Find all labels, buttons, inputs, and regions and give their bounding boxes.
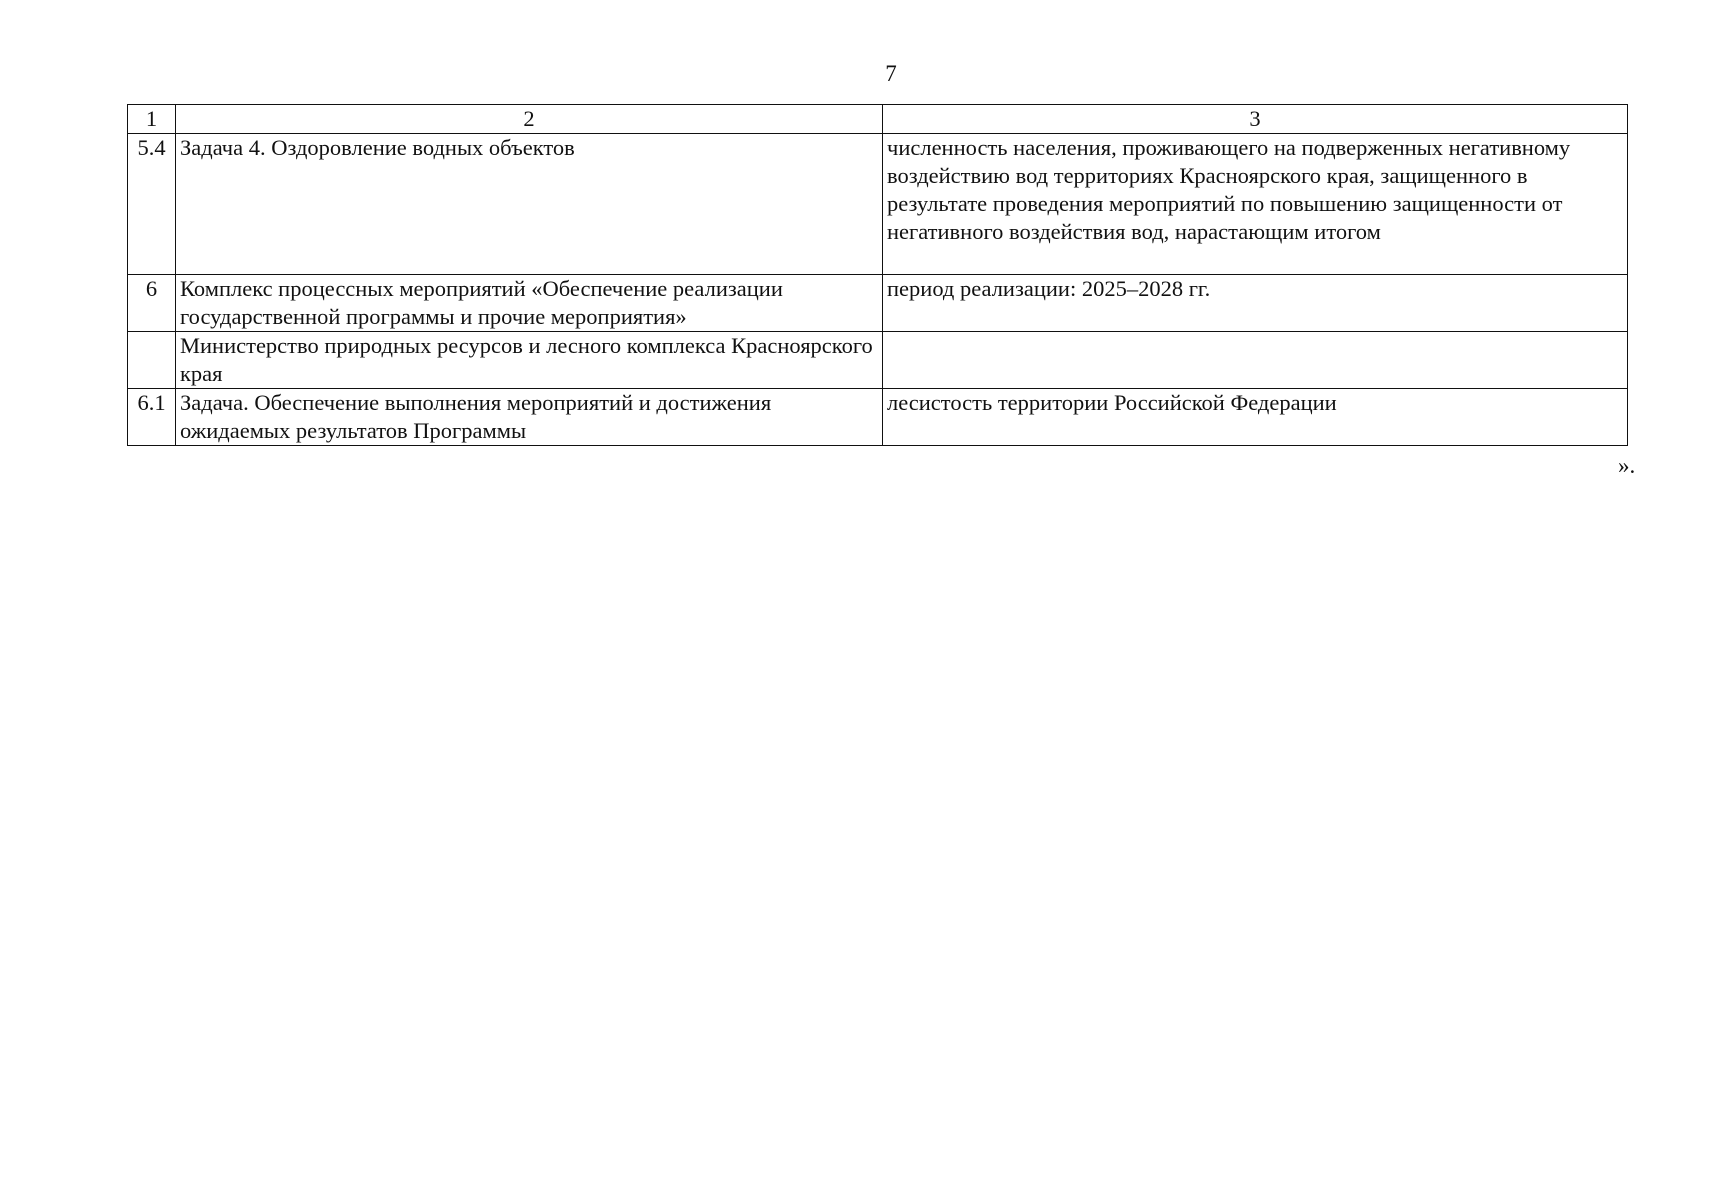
column-header-2: 2 bbox=[176, 105, 883, 134]
row-task: Комплекс процессных мероприятий «Обеспечение реализации государственной программы и прочие мероприятия» bbox=[176, 275, 883, 332]
row-number: 5.4 bbox=[128, 134, 176, 275]
column-header-1: 1 bbox=[128, 105, 176, 134]
table-row bbox=[128, 389, 1628, 446]
table-row bbox=[128, 134, 1628, 275]
indicators-table bbox=[127, 104, 1628, 446]
row-task: Задача 4. Оздоровление водных объектов bbox=[176, 134, 883, 275]
page-number: 7 bbox=[885, 61, 897, 86]
row-indicator: лесистость территории Российской Федерации bbox=[883, 389, 1628, 446]
row-indicator: период реализации: 2025–2028 гг. bbox=[883, 275, 1628, 332]
row-number: 6.1 bbox=[128, 389, 176, 446]
table-header-row bbox=[128, 105, 1628, 134]
column-header-3: 3 bbox=[883, 105, 1628, 134]
row-indicator bbox=[883, 332, 1628, 389]
table-row bbox=[128, 332, 1628, 389]
row-task: Министерство природных ресурсов и лесного комплекса Красноярского края bbox=[176, 332, 883, 389]
row-number: 6 bbox=[128, 275, 176, 332]
row-number bbox=[128, 332, 176, 389]
row-task: Задача. Обеспечение выполнения мероприятий и достижения ожидаемых результатов Программы bbox=[176, 389, 883, 446]
row-indicator: численность населения, проживающего на подверженных негативному воздействию вод территориях Красноярского края, защищенного в результате проведения мероприятий по повышению защищенности от негативного воздействия вод, нарастающим итогом bbox=[883, 134, 1628, 275]
table-row bbox=[128, 275, 1628, 332]
closing-quote-mark: ». bbox=[1618, 453, 1636, 478]
